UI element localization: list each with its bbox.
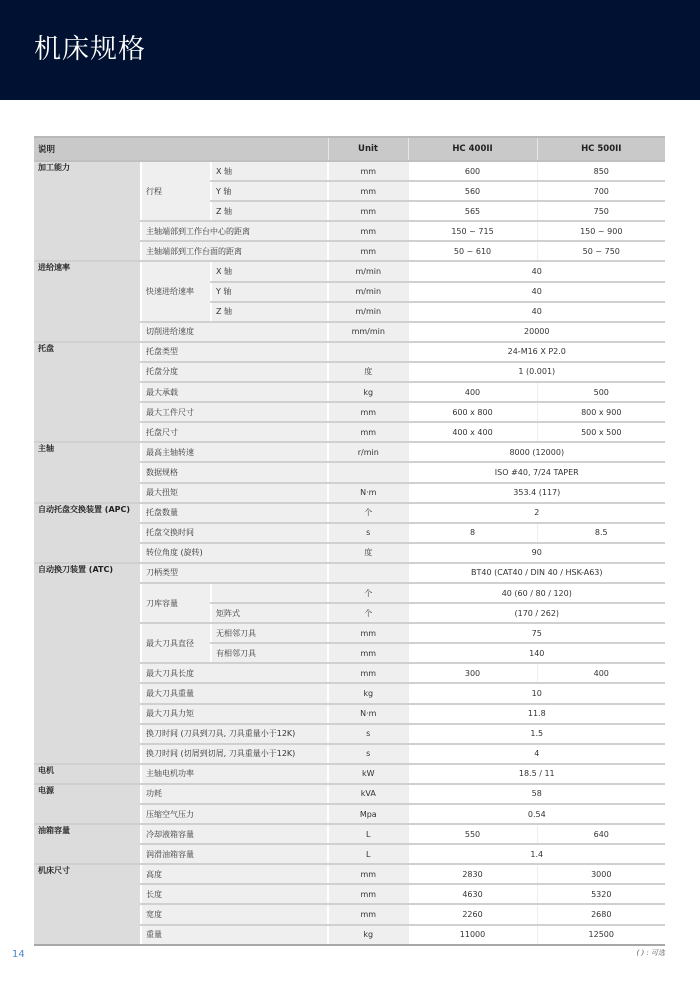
value-model-2: 5320 xyxy=(537,884,665,904)
value-model-2: 400 xyxy=(537,663,665,683)
row-label-cutting-feed: 切削进给速度 xyxy=(141,322,328,342)
value-shared: 1.5 xyxy=(408,724,665,744)
value-shared: 0.54 xyxy=(408,804,665,824)
unit-cell: Mpa xyxy=(328,804,408,824)
value-model-1: 600 xyxy=(408,161,537,181)
sub-label-x: X 轴 xyxy=(211,161,328,181)
row-label-power-consumption: 功耗 xyxy=(141,784,328,804)
unit-cell: mm xyxy=(328,904,408,924)
title-banner xyxy=(0,0,700,100)
category-dimensions: 机床尺寸 xyxy=(34,864,141,944)
value-model-2: 850 xyxy=(537,161,665,181)
category-atc: 自动换刀装置 (ATC) xyxy=(34,563,141,764)
table-row xyxy=(34,161,665,181)
sub-label-matrix: 矩阵式 xyxy=(211,603,328,623)
row-label-magazine-capacity: 刀库容量 xyxy=(141,583,211,623)
value-shared: 24-M16 X P2.0 xyxy=(408,342,665,362)
row-label-max-tool-diameter: 最大刀具直径 xyxy=(141,623,211,663)
sub-label-standard xyxy=(211,583,328,603)
row-label-length: 长度 xyxy=(141,884,328,904)
row-label-max-spindle-speed: 最高主轴转速 xyxy=(141,442,328,462)
table-row xyxy=(34,563,665,583)
value-model-2: 50 ~ 750 xyxy=(537,241,665,261)
unit-cell xyxy=(328,563,408,583)
row-label-pallet-count: 托盘数量 xyxy=(141,503,328,523)
row-label-spindle-spec: 数据规格 xyxy=(141,462,328,482)
unit-cell: 度 xyxy=(328,362,408,382)
table-row xyxy=(34,342,665,362)
value-model-1: 4630 xyxy=(408,884,537,904)
unit-cell: s xyxy=(328,724,408,744)
unit-cell: mm xyxy=(328,402,408,422)
value-model-2: 640 xyxy=(537,824,665,844)
sub-label-y: Y 轴 xyxy=(211,282,328,302)
value-model-1: 550 xyxy=(408,824,537,844)
optional-note: ( ) : 可选 xyxy=(636,949,665,957)
value-model-1: 8 xyxy=(408,523,537,543)
value-shared: 11.8 xyxy=(408,704,665,724)
value-shared: 140 xyxy=(408,643,665,663)
value-shared: 40 xyxy=(408,261,665,281)
unit-cell: N·m xyxy=(328,704,408,724)
table-row xyxy=(34,824,665,844)
row-label-max-tool-moment: 最大刀具力矩 xyxy=(141,704,328,724)
value-shared: 8000 (12000) xyxy=(408,442,665,462)
unit-cell xyxy=(328,342,408,362)
row-label-weight: 重量 xyxy=(141,925,328,945)
sub-label-with-adjacent: 有相邻刀具 xyxy=(211,643,328,663)
table-row xyxy=(34,442,665,462)
category-spindle: 主轴 xyxy=(34,442,141,502)
header-model-1: HC 400II xyxy=(408,137,537,161)
sub-label-no-adjacent: 无相邻刀具 xyxy=(211,623,328,643)
unit-cell: kg xyxy=(328,382,408,402)
value-shared: (170 / 262) xyxy=(408,603,665,623)
unit-cell: L xyxy=(328,824,408,844)
row-label-pallet-change-time: 托盘交换时间 xyxy=(141,523,328,543)
table-row xyxy=(34,784,665,804)
value-model-2: 8.5 xyxy=(537,523,665,543)
row-label-spindle-to-surface: 主轴端部到工作台面的距离 xyxy=(141,241,328,261)
header-model-2: HC 500II xyxy=(537,137,665,161)
category-power-source: 电源 xyxy=(34,784,141,824)
unit-cell: m/min xyxy=(328,261,408,281)
unit-cell: kg xyxy=(328,683,408,703)
row-label-spindle-to-center: 主轴端部到工作台中心的距离 xyxy=(141,221,328,241)
value-model-2: 2680 xyxy=(537,904,665,924)
row-label-height: 高度 xyxy=(141,864,328,884)
unit-cell: mm xyxy=(328,181,408,201)
unit-cell: s xyxy=(328,523,408,543)
value-shared: 40 xyxy=(408,282,665,302)
unit-cell: m/min xyxy=(328,302,408,322)
row-label-air-pressure: 压缩空气压力 xyxy=(141,804,328,824)
unit-cell: L xyxy=(328,844,408,864)
value-shared: 40 (60 / 80 / 120) xyxy=(408,583,665,603)
value-model-1: 560 xyxy=(408,181,537,201)
row-label-pallet-size: 托盘尺寸 xyxy=(141,422,328,442)
unit-cell: kg xyxy=(328,925,408,945)
value-shared: 2 xyxy=(408,503,665,523)
value-model-1: 150 ~ 715 xyxy=(408,221,537,241)
value-model-1: 600 x 800 xyxy=(408,402,537,422)
value-shared: 1.4 xyxy=(408,844,665,864)
row-label-spindle-motor-power: 主轴电机功率 xyxy=(141,764,328,784)
value-model-2: 500 x 500 xyxy=(537,422,665,442)
value-model-2: 3000 xyxy=(537,864,665,884)
unit-cell: mm xyxy=(328,663,408,683)
row-label-max-load: 最大承载 xyxy=(141,382,328,402)
unit-cell: r/min xyxy=(328,442,408,462)
row-label-max-tool-length: 最大刀具长度 xyxy=(141,663,328,683)
unit-cell: mm xyxy=(328,221,408,241)
row-label-max-torque: 最大扭矩 xyxy=(141,483,328,503)
unit-cell: 个 xyxy=(328,603,408,623)
unit-cell xyxy=(328,462,408,482)
unit-cell: mm xyxy=(328,241,408,261)
row-label-shank-type: 刀柄类型 xyxy=(141,563,328,583)
unit-cell: mm xyxy=(328,864,408,884)
table-row xyxy=(34,261,665,281)
value-model-1: 2830 xyxy=(408,864,537,884)
unit-cell: kVA xyxy=(328,784,408,804)
value-model-2: 12500 xyxy=(537,925,665,945)
value-shared: 20000 xyxy=(408,322,665,342)
value-model-2: 500 xyxy=(537,382,665,402)
page-title: 机床规格 xyxy=(34,34,146,65)
unit-cell: m/min xyxy=(328,282,408,302)
row-label-rapid-feed: 快速进给速率 xyxy=(141,261,211,321)
value-model-1: 50 ~ 610 xyxy=(408,241,537,261)
unit-cell: mm xyxy=(328,623,408,643)
row-label-pallet-type: 托盘类型 xyxy=(141,342,328,362)
spec-table xyxy=(34,136,665,946)
value-shared: 18.5 / 11 xyxy=(408,764,665,784)
header-unit: Unit xyxy=(328,137,408,161)
value-shared: 58 xyxy=(408,784,665,804)
value-shared: 40 xyxy=(408,302,665,322)
row-label-index-angle: 转位角度 (旋转) xyxy=(141,543,328,563)
value-model-1: 300 xyxy=(408,663,537,683)
category-motor: 电机 xyxy=(34,764,141,784)
value-model-1: 565 xyxy=(408,201,537,221)
value-shared: 353.4 (117) xyxy=(408,483,665,503)
row-label-tool-to-tool-time: 换刀时间 (刀具到刀具, 刀具重量小于12K) xyxy=(141,724,328,744)
unit-cell: mm xyxy=(328,422,408,442)
table-row xyxy=(34,764,665,784)
unit-cell: s xyxy=(328,744,408,764)
sub-label-z: Z 轴 xyxy=(211,201,328,221)
value-model-1: 400 xyxy=(408,382,537,402)
value-model-2: 800 x 900 xyxy=(537,402,665,422)
category-apc: 自动托盘交换装置 (APC) xyxy=(34,503,141,563)
sub-label-x: X 轴 xyxy=(211,261,328,281)
unit-cell: mm xyxy=(328,201,408,221)
table-row xyxy=(34,864,665,884)
unit-cell: 个 xyxy=(328,503,408,523)
value-shared: 1 (0.001) xyxy=(408,362,665,382)
unit-cell: mm xyxy=(328,643,408,663)
unit-cell: 个 xyxy=(328,583,408,603)
value-model-2: 700 xyxy=(537,181,665,201)
row-label-travel: 行程 xyxy=(141,161,211,221)
unit-cell: mm/min xyxy=(328,322,408,342)
value-shared: ISO #40, 7/24 TAPER xyxy=(408,462,665,482)
row-label-lube-tank: 润滑油箱容量 xyxy=(141,844,328,864)
value-model-2: 150 ~ 900 xyxy=(537,221,665,241)
value-model-1: 11000 xyxy=(408,925,537,945)
header-description: 说明 xyxy=(34,137,328,161)
category-machining: 加工能力 xyxy=(34,161,141,261)
row-label-max-tool-weight: 最大刀具重量 xyxy=(141,683,328,703)
row-label-max-workpiece: 最大工件尺寸 xyxy=(141,402,328,422)
table-row xyxy=(34,503,665,523)
unit-cell: N·m xyxy=(328,483,408,503)
value-model-1: 400 x 400 xyxy=(408,422,537,442)
category-feed: 进给速率 xyxy=(34,261,141,341)
category-pallet: 托盘 xyxy=(34,342,141,442)
value-shared: 90 xyxy=(408,543,665,563)
unit-cell: 度 xyxy=(328,543,408,563)
value-model-2: 750 xyxy=(537,201,665,221)
sub-label-y: Y 轴 xyxy=(211,181,328,201)
table-header-row xyxy=(34,137,665,161)
row-label-chip-to-chip-time: 换刀时间 (切屑到切屑, 刀具重量小于12K) xyxy=(141,744,328,764)
row-label-coolant-tank: 冷却液箱容量 xyxy=(141,824,328,844)
value-shared: 4 xyxy=(408,744,665,764)
sub-label-z: Z 轴 xyxy=(211,302,328,322)
unit-cell: kW xyxy=(328,764,408,784)
page-number: 14 xyxy=(12,949,25,960)
row-label-pallet-index: 托盘分度 xyxy=(141,362,328,382)
value-shared: BT40 (CAT40 / DIN 40 / HSK-A63) xyxy=(408,563,665,583)
value-model-1: 2260 xyxy=(408,904,537,924)
unit-cell: mm xyxy=(328,161,408,181)
unit-cell: mm xyxy=(328,884,408,904)
value-shared: 10 xyxy=(408,683,665,703)
category-tank: 油箱容量 xyxy=(34,824,141,864)
value-shared: 75 xyxy=(408,623,665,643)
row-label-width: 宽度 xyxy=(141,904,328,924)
